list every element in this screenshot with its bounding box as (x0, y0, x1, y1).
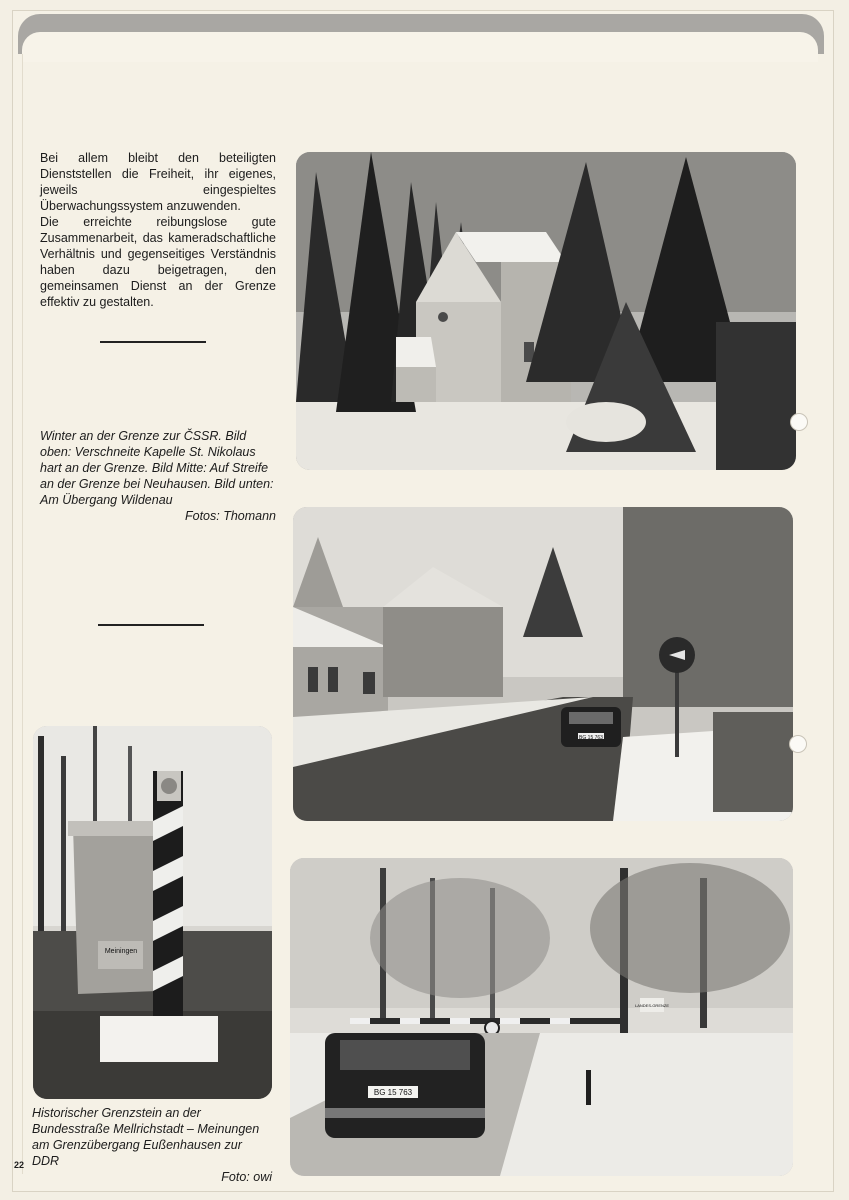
page-number: 22 (14, 1160, 25, 1170)
caption-stone (32, 1105, 272, 1185)
caption-stone-text: Historischer Grenzstein an der Bundesstraße Mellrichstadt – Meinungen am Grenzübergang Eußenhausen zur DDR (32, 1106, 260, 1168)
plate-middle: BG 15 763 (579, 735, 603, 741)
caption-winter-credit: Fotos: Thomann (184, 509, 276, 523)
left-margin-rule (22, 54, 23, 1174)
intro-paragraph-1: Bei allem bleibt den beteiligten Dienststellen die Freiheit, ihr eigenes, jeweils eingespieltes Überwachungssystem anzuwenden. (40, 151, 276, 213)
border-sign: LANDES-GRENZE (634, 1003, 670, 1008)
photo-chapel (296, 152, 796, 470)
photo-border-stone (33, 726, 272, 1099)
caption-winter (40, 428, 276, 524)
caption-stone-credit: Foto: owi (221, 1170, 272, 1184)
binder-hole-2 (789, 735, 807, 753)
stone-inscription: Meiningen (104, 948, 138, 955)
caption-winter-text: Winter an der Grenze zur ČSSR. Bild oben: Verschneite Kapelle St. Nikolaus hart an der Grenze. Bild Mitte: Auf Streife an der Grenze bei Neuhausen. Bild unten: Am Übergang Wildenau (40, 429, 274, 507)
intro-text (40, 150, 276, 310)
plate-bottom: BG 15 763 (373, 1088, 413, 1097)
photo-patrol-neuhausen (293, 507, 793, 821)
photo-crossing-wildenau (290, 858, 793, 1176)
header-band-inner (22, 32, 818, 62)
separator-rule-2 (98, 624, 204, 626)
intro-paragraph-2: Die erreichte reibungslose gute Zusammenarbeit, das kameradschaftliche Verhältnis und gegenseitiges Verständnis haben dazu beigetragen, den gemeinsamen Dienst an der Grenze effektiv zu gestalten. (40, 215, 276, 309)
separator-rule-1 (100, 341, 206, 343)
binder-hole-1 (790, 413, 808, 431)
